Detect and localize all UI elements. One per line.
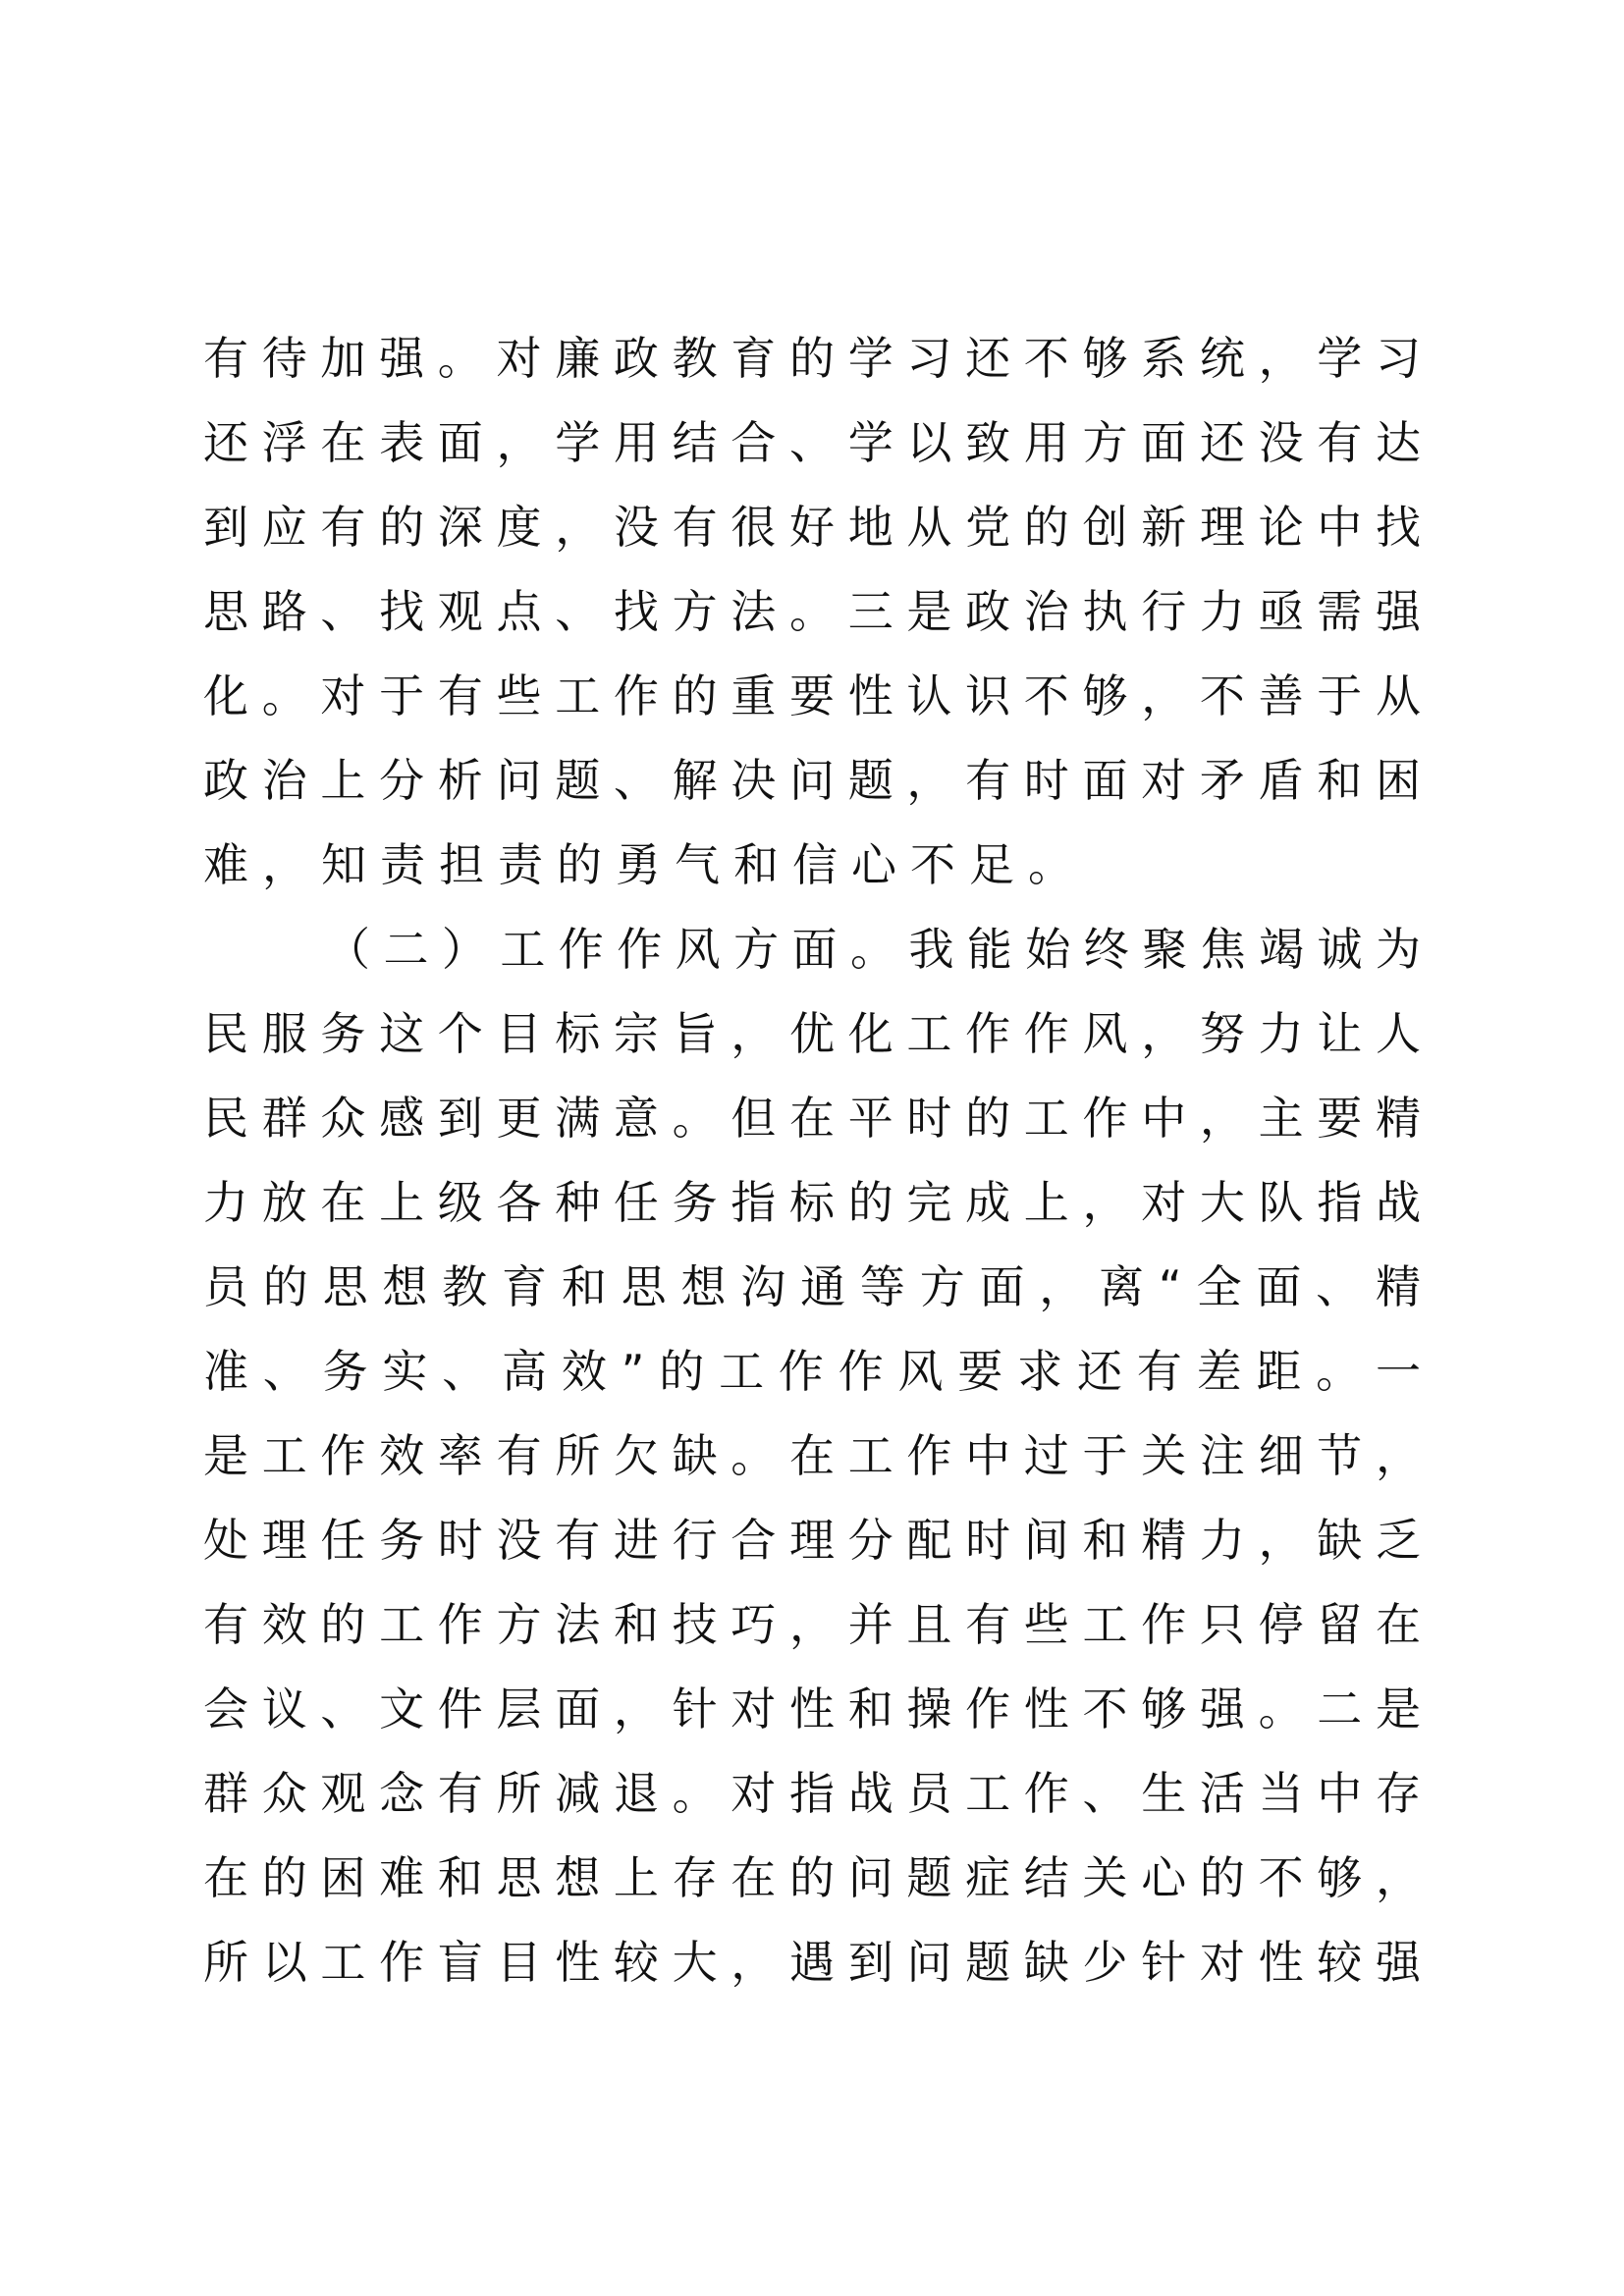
text-line: 群众观念有所减退。对指战员工作、生活当中存 bbox=[203, 1767, 1421, 1820]
text-line: 到应有的深度，没有很好地从党的创新理论中找 bbox=[203, 501, 1421, 554]
text-line: 准、务实、高效”的工作作风要求还有差距。一 bbox=[203, 1345, 1421, 1398]
text-line: 在的困难和思想上存在的问题症结关心的不够， bbox=[203, 1851, 1421, 1904]
text-line: 员的思想教育和思想沟通等方面，离“全面、精 bbox=[203, 1260, 1421, 1313]
text-line: 化。对于有些工作的重要性认识不够，不善于从 bbox=[203, 669, 1421, 722]
text-line: 民群众感到更满意。但在平时的工作中，主要精 bbox=[203, 1092, 1421, 1145]
text-line: 有待加强。对廉政教育的学习还不够系统，学习 bbox=[203, 332, 1421, 385]
text-line: 所以工作盲目性较大，遇到问题缺少针对性较强 bbox=[203, 1936, 1421, 1989]
section-heading-line: （二）工作作风方面。我能始终聚焦竭诚为 bbox=[325, 923, 1421, 976]
paragraph-end-line: 难，知责担责的勇气和信心不足。 bbox=[203, 838, 1087, 891]
text-line: 民服务这个目标宗旨，优化工作作风，努力让人 bbox=[203, 1007, 1421, 1060]
text-line: 力放在上级各种任务指标的完成上，对大队指战 bbox=[203, 1176, 1421, 1229]
text-line: 有效的工作方法和技巧，并且有些工作只停留在 bbox=[203, 1598, 1421, 1651]
text-line: 政治上分析问题、解决问题，有时面对矛盾和困 bbox=[203, 754, 1421, 807]
text-line: 会议、文件层面，针对性和操作性不够强。二是 bbox=[203, 1682, 1421, 1735]
text-line: 还浮在表面，学用结合、学以致用方面还没有达 bbox=[203, 416, 1421, 469]
body-text bbox=[203, 316, 1421, 2004]
text-line: 处理任务时没有进行合理分配时间和精力，缺乏 bbox=[203, 1514, 1421, 1567]
text-line: 是工作效率有所欠缺。在工作中过于关注细节， bbox=[203, 1429, 1421, 1482]
text-line: 思路、找观点、找方法。三是政治执行力亟需强 bbox=[203, 585, 1421, 638]
